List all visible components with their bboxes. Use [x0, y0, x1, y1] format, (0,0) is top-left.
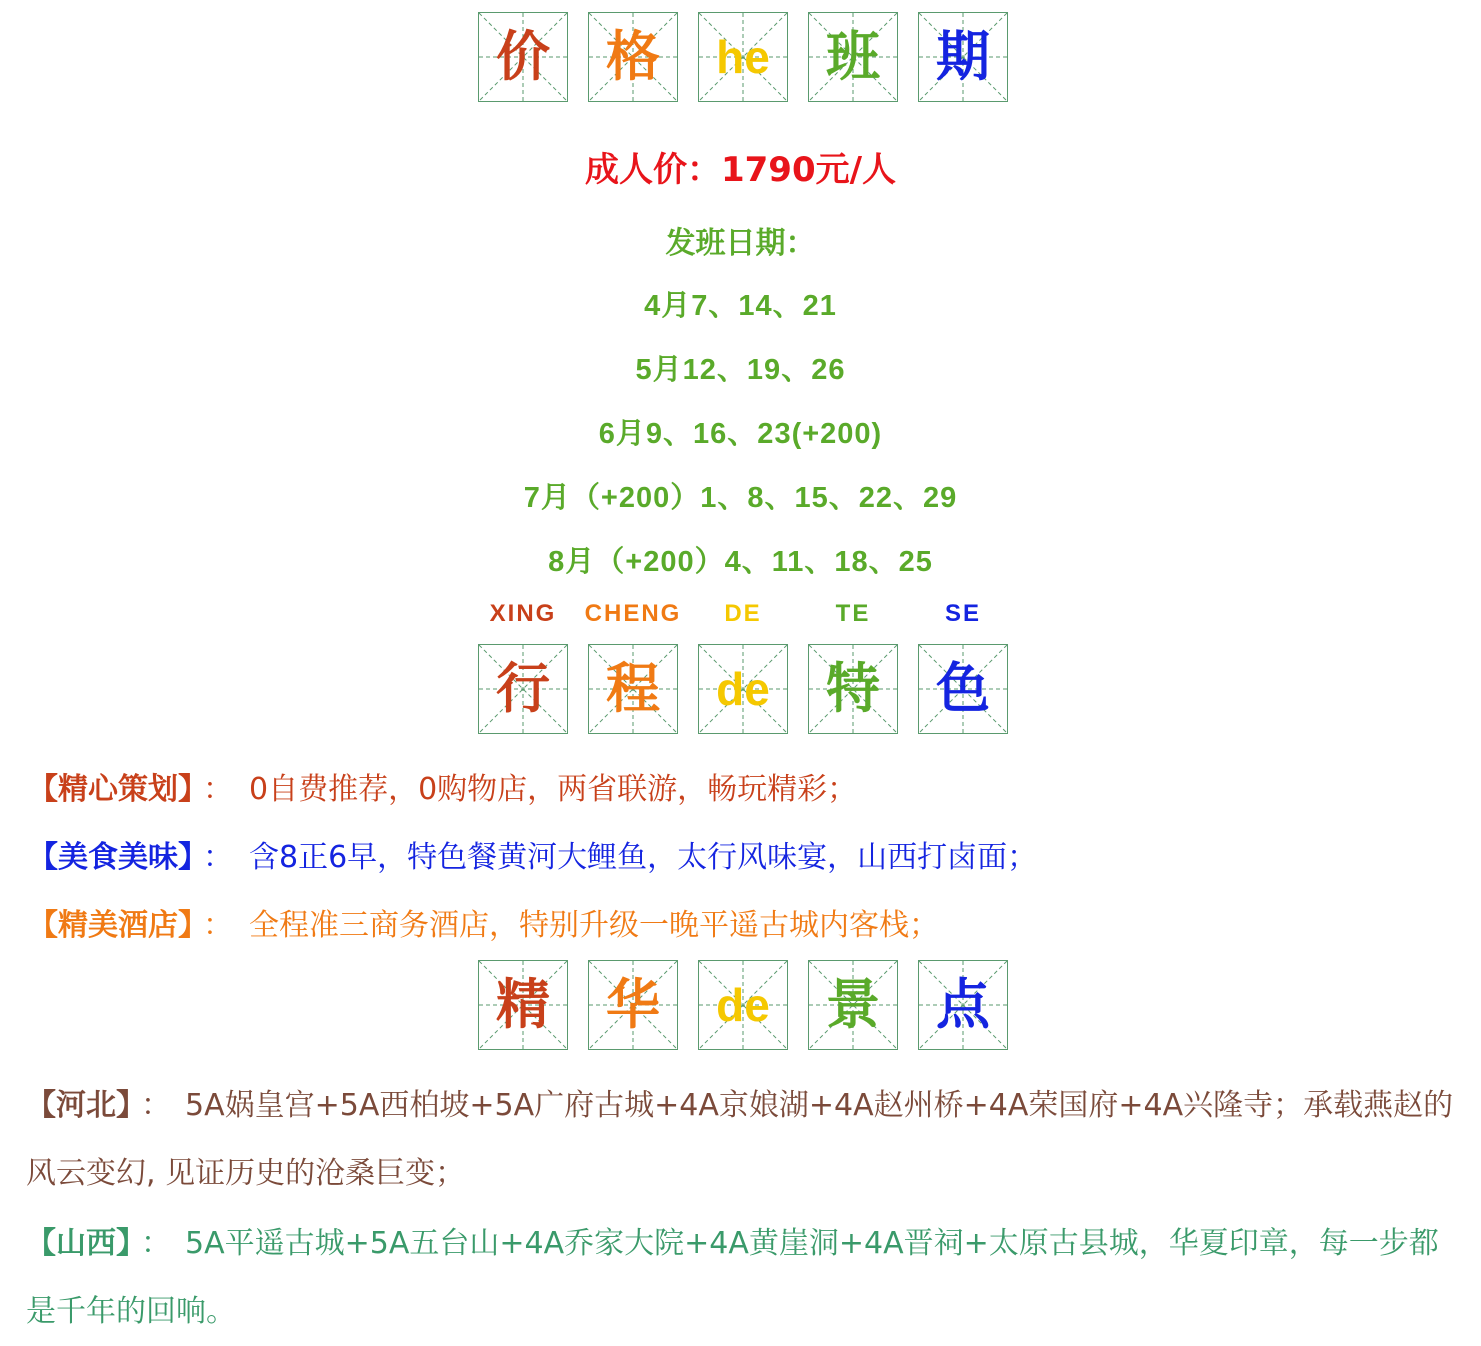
- spots-heading-cell-3: [698, 960, 788, 1050]
- features-heading-cell-2: [588, 644, 678, 734]
- features-heading-cell-5: [918, 644, 1008, 734]
- price-heading-char: 期: [936, 25, 990, 88]
- spots-heading-cell-1: [478, 960, 568, 1050]
- feature-tag: 【精心策划】: [28, 772, 193, 807]
- feature-text: 含8正6早，特色餐黄河大鲤鱼，太行风味宴，山西打卤面；: [249, 840, 1038, 875]
- pinyin-label: DE: [724, 600, 762, 627]
- features-heading-char: 特: [826, 657, 880, 720]
- spot-separator: ：: [141, 1226, 171, 1261]
- adult-price-value: 1790元/人: [720, 150, 897, 190]
- features-heading-char: de: [716, 663, 770, 715]
- spot-region-tag: 【河北】: [26, 1088, 131, 1123]
- spots-heading-char: 点: [936, 973, 990, 1036]
- features-heading-cell-3: [698, 644, 788, 734]
- spots-heading-char: 景: [826, 973, 880, 1036]
- adult-price: [0, 142, 1481, 191]
- spots-shanxi: [26, 1210, 1466, 1346]
- spots-heading-cell-2: [588, 960, 678, 1050]
- pinyin-label: CHENG: [584, 600, 682, 627]
- spot-separator: ：: [141, 1088, 171, 1123]
- feature-line-hotel: [28, 906, 1468, 946]
- departure-date-line: 4月7、14、21: [644, 290, 837, 322]
- spots-heading-char: de: [716, 979, 770, 1031]
- features-heading-char: 色: [936, 657, 990, 720]
- feature-text: 全程准三商务酒店，特别升级一晚平遥古城内客栈；: [249, 908, 939, 943]
- spot-region-tag: 【山西】: [26, 1226, 131, 1261]
- departure-dates-title: 发班日期：: [665, 226, 816, 261]
- departure-date-line: 5月12、19、26: [635, 354, 846, 386]
- price-heading-char: 价: [496, 25, 550, 88]
- spot-text: 5A平遥古城+5A五台山+4A乔家大院+4A黄崖洞+4A晋祠+太原古县城，华夏印章，每一步都是千年的回响。: [26, 1226, 1439, 1329]
- spots-hebei: [26, 1072, 1466, 1208]
- price-heading-char: 班: [826, 25, 880, 88]
- feature-line-food: [28, 838, 1468, 878]
- departure-date-line: 8月（+200）4、11、18、25: [548, 546, 933, 578]
- spots-heading: [0, 960, 1481, 1052]
- features-heading-char: 行: [496, 657, 550, 720]
- adult-price-label: 成人价：: [584, 150, 721, 190]
- features-heading-pinyin: [0, 600, 1481, 630]
- pinyin-label: SE: [944, 600, 981, 627]
- price-heading-char: he: [716, 31, 770, 83]
- spots-heading-char: 华: [606, 973, 660, 1036]
- spots-heading-char: 精: [496, 973, 550, 1036]
- price-heading-cell-1: [478, 12, 568, 102]
- feature-text: 0自费推荐，0购物店，两省联游，畅玩精彩；: [249, 772, 858, 807]
- departure-date-line: 7月（+200）1、8、15、22、29: [523, 482, 958, 514]
- pinyin-label: TE: [835, 600, 871, 627]
- features-heading-cell-4: [808, 644, 898, 734]
- price-heading-cell-5: [918, 12, 1008, 102]
- features-heading-char: 程: [606, 657, 660, 720]
- price-heading: [0, 12, 1481, 104]
- feature-separator: ：: [203, 772, 233, 807]
- price-heading-char: 格: [606, 25, 660, 88]
- spots-heading-cell-4: [808, 960, 898, 1050]
- feature-separator: ：: [203, 908, 233, 943]
- feature-tag: 【精美酒店】: [28, 908, 193, 943]
- price-heading-cell-4: [808, 12, 898, 102]
- price-heading-cell-2: [588, 12, 678, 102]
- spots-heading-cell-5: [918, 960, 1008, 1050]
- features-heading-cell-1: [478, 644, 568, 734]
- feature-separator: ：: [203, 840, 233, 875]
- spot-text: 5A娲皇宫+5A西柏坡+5A广府古城+4A京娘湖+4A赵州桥+4A荣国府+4A兴隆寺；承载燕赵的风云变幻, 见证历史的沧桑巨变；: [26, 1088, 1454, 1191]
- feature-line-planning: [28, 770, 1468, 810]
- price-heading-cell-3: [698, 12, 788, 102]
- pinyin-label: XING: [489, 600, 557, 627]
- feature-tag: 【美食美味】: [28, 840, 193, 875]
- features-heading: [0, 644, 1481, 736]
- departure-date-line: 6月9、16、23(+200): [598, 418, 883, 450]
